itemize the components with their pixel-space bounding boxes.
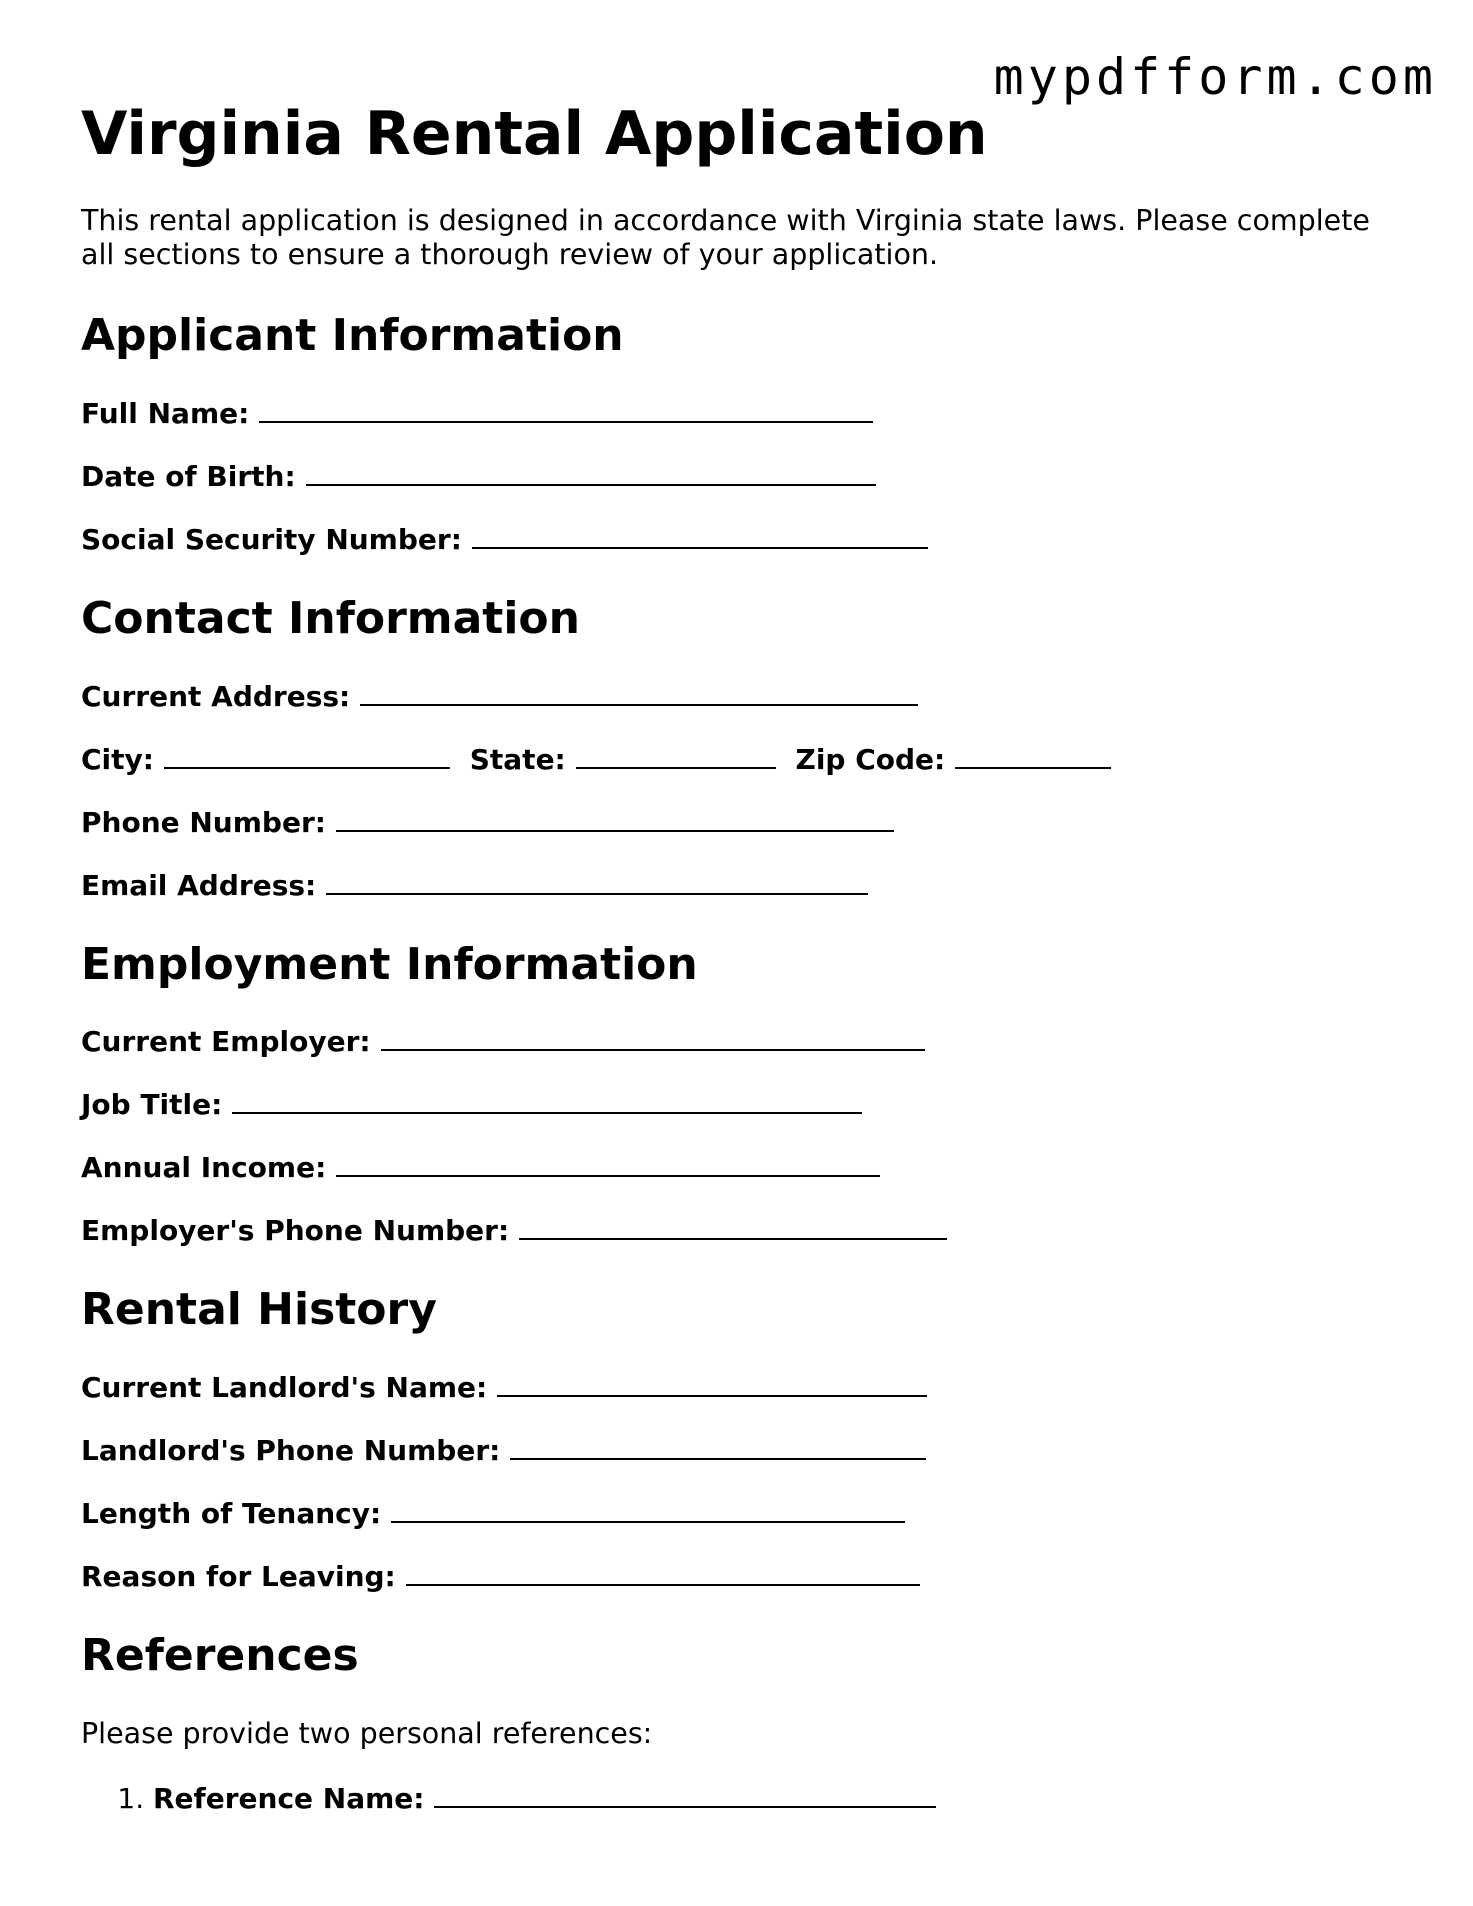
field-annual-income [81,1149,1401,1183]
field-label: Zip Code: [795,742,946,776]
date-of-birth-blank[interactable] [306,458,876,486]
field-reason-for-leaving [81,1558,1401,1592]
field-label: Job Title: [81,1088,223,1122]
length-of-tenancy-blank[interactable] [391,1495,905,1523]
city-blank[interactable] [164,741,450,769]
field-label: Reason for Leaving: [81,1560,396,1594]
field-phone-number [81,804,1401,838]
watermark: mypdfform.com [993,48,1437,106]
field-label: Social Security Number: [81,522,462,556]
ssn-blank[interactable] [472,521,928,549]
field-label: Current Address: [81,679,351,713]
field-label: Current Employer: [81,1025,371,1059]
section-heading-references: References [81,1630,359,1682]
email-address-blank[interactable] [326,867,868,895]
reason-for-leaving-blank[interactable] [406,1558,920,1586]
full-name-blank[interactable] [259,395,873,423]
annual-income-blank[interactable] [336,1149,880,1177]
zip-code-blank[interactable] [955,741,1111,769]
field-landlord-name [81,1369,1401,1403]
section-applicant [81,310,1401,555]
field-current-employer [81,1023,1401,1057]
section-rental-history [81,1284,1401,1592]
field-current-address [81,678,1401,712]
section-contact [81,593,1401,901]
employer-phone-blank[interactable] [519,1212,947,1240]
field-label: Length of Tenancy: [81,1497,382,1531]
field-label: Landlord's Phone Number: [81,1434,501,1468]
section-heading-contact: Contact Information [81,592,580,644]
field-ssn [81,521,1401,555]
field-email-address [81,867,1401,901]
field-label: City: [81,742,154,776]
landlord-phone-blank[interactable] [510,1432,926,1460]
list-item [153,1780,1401,1816]
field-length-of-tenancy [81,1495,1401,1529]
field-label: Current Landlord's Name: [81,1371,488,1405]
section-heading-employment: Employment Information [81,938,698,990]
field-label: Date of Birth: [81,459,296,493]
section-heading-applicant: Applicant Information [81,310,624,361]
current-employer-blank[interactable] [381,1023,925,1051]
job-title-blank[interactable] [232,1086,862,1114]
section-heading-rental-history: Rental History [81,1284,437,1336]
reference-name-blank[interactable] [434,1780,936,1808]
field-employer-phone [81,1212,1401,1246]
field-label: Employer's Phone Number: [81,1214,510,1248]
phone-number-blank[interactable] [336,804,894,832]
field-city-state-zip [81,741,1401,775]
section-references [81,1630,1401,1816]
page-title: Virginia Rental Application [81,99,988,169]
form-page [81,98,1401,1816]
references-list [81,1780,1401,1816]
field-label: Phone Number: [81,805,326,839]
field-full-name [81,395,1401,429]
field-label: Reference Name: [153,1781,425,1815]
landlord-name-blank[interactable] [497,1369,927,1397]
references-prompt: Please provide two personal references: [81,1716,653,1750]
field-label: Annual Income: [81,1151,327,1185]
field-job-title [81,1086,1401,1120]
section-employment [81,939,1401,1247]
field-label: State: [469,742,566,776]
intro-text: This rental application is designed in accordance with Virginia state laws. Please complete all sections to ensure a thorough review of your application. [81,204,1370,271]
field-landlord-phone [81,1432,1401,1466]
state-blank[interactable] [576,741,776,769]
field-label: Email Address: [81,868,317,902]
field-date-of-birth [81,458,1401,492]
current-address-blank[interactable] [360,678,918,706]
field-label: Full Name: [81,396,250,430]
